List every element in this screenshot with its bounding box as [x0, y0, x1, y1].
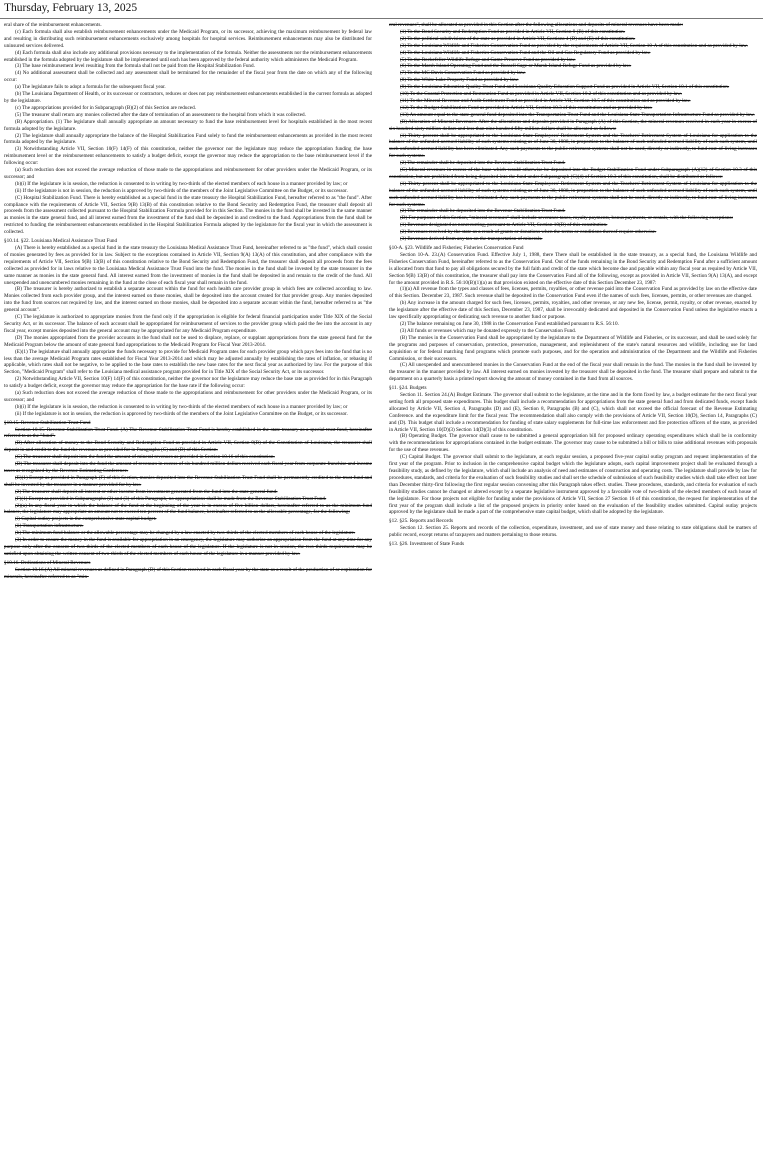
paragraph: (5) To the Rockefeller Wildlife Refuge and Game Preserve Fund as provided by law.	[400, 56, 576, 63]
paragraph: (6) To the Marsh Island Operating Fund and the Russell Sage or Marsh Island Refuge Fund as provided by law.	[400, 63, 632, 70]
paragraph: (2) The remainder shall be deposited into the Revenue Stabilization Trust Fund.	[400, 208, 566, 215]
paragraph: (E)(1) Except as provided in Paragraph (F) of this Section, monies deposited into the Revenue Stabilization Trust Fund shall be permanently credited to the trust fund and shall be invested by the treasurer in a manner provided for by law.	[4, 474, 372, 488]
paragraph: (1) Thirty percent shall be appropriated to the Louisiana State Employees' Retirement System and the Teachers' Retirement System of Louisiana for application to the balance of the unfunded accrued liability of such systems existing as of June 30, 1988, in proportion to the balance of such unfunded accrued liability of each such system, until such unfunded accrued liability has been eliminated. Any such payments to the public retirement systems shall not be used, directly or indirectly, to fund cost-of-living increases for such systems.	[389, 180, 757, 208]
paragraph: (C) Capital Budget. The governor shall submit to the legislature, at each regular session, a proposed five-year capital outlay program and request implementation of the first year of the program. Prior to inclusion in the comprehensive capital budget which the legislature adopts, each capital improvement project shall be evaluated through a feasibility study, as defined by the legislature, which shall include an analysis of need and estimates of construction and operating costs. The legislature shall provide by law for procedures, standards, and criteria for the evaluation of such feasibility studies and shall set the schedule of submission of such feasibility studies which shall take effect not later than December thirty-first following the first regular session convening after this Paragraph takes effect. studies. These procedures, standards, and criteria for evaluation of such feasibility studies cannot be changed or altered except by a separate legislative instrument approved by a favorable vote of two-thirds of the elected members of each house of the legislature. For those projects not eligible for funding under the provisions of Article VII, Section 27 Section 16 of this constitution, the request for implementation of the first year of the program shall include a list of the proposed projects in priority order based on the evaluation of the feasibility studies submitted. Capital outlay projects approved by the legislature shall be made a part of the comprehensive state capital budget, which shall be adopted by the legislature.	[389, 454, 757, 516]
paragraph: (C) The legislature is authorized to appropriate monies from the fund only if the appropriation is eligible for federal financial participation under Title XIX of the Social Security Act, or its successor. The balance of each account shall be appropriated for reimbursement of services to the provider group which paid the fee into the account in any fiscal year, except monies deposited into the general account may be appropriated for any Medicaid Program expenditure.	[4, 314, 372, 334]
paragraph: (c) Each formula shall also establish reimbursement enhancements under the Medicaid Program, or its successor, achieving the maximum reimbursement by federal law and resulting in distributing such reimbursement enhancements exclusively among hospitals for hospital services. Reimbursement enhancements may also be distributed for uninsured services delivered.	[4, 28, 372, 49]
section-heading: §10.16. Dedications of Mineral Revenues	[4, 559, 91, 566]
paragraph: (d) Each formula shall also include any additional provisions necessary to the implementation of the formula. Neither the assessments nor the reimbursement enhancements established in the formula adopted by the legislature shall be implemented until each has been approved by the federal authority which administers the Medicaid Program.	[4, 49, 372, 63]
paragraph: (1) Thirty percent shall be appropriated to the Louisiana State Employees' Retirement System and the Teachers' Retirement System of Louisiana for application to the balance of the unfunded accrued liability of such systems existing as of June 30, 1988, in proportion to the balance of such unfunded accrued liability of each such system, until such unfunded accrued liability has been eliminated. Any such payments to the public retirement systems shall not be used, directly or indirectly, to fund cost-of-living increases for such systems.	[389, 132, 757, 160]
paragraph: (b)(i) If the legislature is in session, the reduction is consented to in writing by two-thirds of the elected members of each house in a manner provided by law; or	[15, 180, 348, 187]
section-heading: §10.15. Revenue Stabilization Trust Fund	[4, 419, 91, 426]
paragraph: (b) The minimum fund balance or the allowable percentage may be changed by a law enacted by two-thirds of the elected members of each house of the legislature.	[15, 530, 356, 537]
paragraph: (D) For purposes of this Section, "mineral revenues" shall include severance taxes, royalty payments, bonus payments, or rentals, with the following exceptions:	[400, 215, 733, 222]
header-date: Thursday, February 13, 2025	[4, 2, 138, 14]
paragraph: Section 10.16.(A) All mineral revenues as defined in Paragraph (D) of this Section received in each fiscal year by the state as a result of the production of or exploration for minerals, hereinafter referred to as "min-	[4, 566, 372, 580]
paragraph: (5) The treasurer shall return any monies collected after the date of termination of an assessment to the hospital from which it was collected.	[15, 111, 306, 118]
paragraph: (B) After allocation of money to the Bond Security and Redemption Fund as provided in Article VII, Section 9(B) of the Constitution of Louisiana, the treasurer shall deposit in and credit to the fund the revenues as provided for in Paragraphs (C) and (D) of this Section.	[4, 440, 372, 454]
right-column	[389, 22, 757, 1160]
paragraph: (C) All unexpended and unencumbered monies in the Conservation Fund at the end of the fiscal year shall remain in the fund. The monies in the fund shall be invested by the treasurer in the manner provided by law. All interest earned on monies invested by the treasurer shall be deposited in the fund. The treasurer shall prepare and submit to the department on a quarterly basis a printed report showing the amount of money contained in the fund from all sources.	[389, 362, 757, 383]
paragraph: (b) The Louisiana Department of Health, or its successor or contractors, reduces or does not pay reimbursement enhancements established in the current formula as adopted by the legislature.	[4, 91, 372, 104]
paragraph: (c) The appropriations provided for in Subparagraph (B)(2) of this Section are reduced.	[15, 104, 196, 111]
paragraph: (A) There is hereby established as a special fund in the state treasury the Louisiana Medical Assistance Trust Fund, hereinafter referred to as "the fund", which shall consist of monies generated by fees as provided for in law. Subject to the exceptions contained in Article VII, Section 9(A) 13(A) of this constitution, and after compliance with the requirements of Article VII, Section 9(B) 13(B) of this constitution relative to the Bond Security and Redemption Fund, the treasurer shall deposit all proceeds from the fees collected as provided for in laws relative to the Louisiana Medical Assistance Trust Fund into the fund. The monies in the fund shall be invested by the state treasurer in the same manner as monies in the state general fund. All interest earned from the investment of monies in the fund shall be deposited in and remain to the credit of the fund. All unexpended and unencumbered monies remaining in the fund at the close of each fiscal year shall remain in the fund.	[4, 245, 372, 286]
paragraph: (2) The balance remaining on June 30, 1988 in the Conservation Fund established pursuant to R.S. 56:10.	[400, 320, 619, 327]
paragraph: Section 10.15. Revenue Stabilization Trust Fund. (A) The Revenue Stabilization Trust Fund is hereby established in the state treasury as a special trust fund, hereinafter referred to as the "fund".	[4, 426, 372, 440]
left-column	[4, 22, 372, 1160]
paragraph: (10) To the Coastal Protection and Restoration Fund as provided in Article VII, Section 10.2 of this constitution and as provided by law.	[400, 91, 682, 98]
paragraph: (3) The base reimbursement level resulting from the formula shall not be paid from the Hospital Stabilization Fund.	[15, 63, 255, 70]
paragraph: (4) To the Louisiana Wildlife and Fisheries Conservation Fund and the Oil and Gas Regulatory Fund as provided by law.	[400, 49, 651, 56]
paragraph: (ii) If the legislature is not in session, the reduction is approved by two-thirds of the members of the Joint Legislative Committee on the Budget, or its successor.	[15, 187, 348, 194]
paragraph: (C) Hospital Stabilization Fund. There is hereby established as a special fund in the state treasury the Hospital Stabilization Fund, hereafter referred to as "the fund". After compliance with the requirements of Article VII, Section 9(B) 13(B) of this constitution relative to the Bond Security and Redemption Fund, the treasurer shall deposit all proceeds from the assessment collected pursuant to the Hospital Stabilization Formula provided for in this Section. The monies in the fund shall be invested in the same manner as monies in the state general fund, and all interest earned from the investment of the fund shall be deposited in and credited to the fund. Appropriations from the fund shall be restricted to funding the reimbursement enhancements established in the Hospital Stabilization Formula adopted by the legislature for the fiscal year in which the assessment is collected.	[4, 194, 372, 236]
paragraph: (a) Such reduction does not exceed the average reduction of those made to the appropriations and reimbursement for other providers under the Medicaid Program, or its successor; and	[4, 167, 372, 180]
paragraph: (13) An amount equal to the state general fund deposited into the Transportation Trust Fund and the Louisiana State Transportation Infrastructure Fund as provided by law.	[400, 111, 755, 118]
section-heading: §13. §26. Investment of State Funds	[389, 541, 465, 548]
paragraph: (11) To the Mineral Revenue and Audit Settlement Fund as provided in Article VII, Section 10.5 of this constitution and as provided by law.	[400, 97, 691, 104]
section-heading: §11. §24. Budgets	[389, 385, 427, 392]
paragraph: (3) Notwithstanding Article VII, Section 10(F) 14(F) of this constitution, neither the governor nor the legislature may reduce the appropriation funding the base reimbursement level or the reimbursement enhancements to satisfy a budget deficit, except the governor may reduce the appropriation to the base reimbursement level if the following occur:	[4, 146, 372, 167]
paragraph: Section 12. Section 25. Reports and records of the collection, expenditure, investment, and use of state money and those relating to state obligations shall be matters of public record, except returns of taxpayers and matters pertaining to those returns.	[389, 525, 757, 539]
paragraph: (3) All funds or revenues which may be donated expressly to the Conservation Fund.	[400, 327, 577, 334]
paragraph: (ii) Transportation infrastructure.	[15, 523, 84, 530]
paragraph: (a) The legislature fails to adopt a formula for the subsequent fiscal year.	[15, 84, 166, 91]
paragraph: eral share of the reimbursement enhancements.	[4, 22, 102, 28]
paragraph: eral revenues", shall be allocated as provided in this Section after the following allocations and deposits of mineral revenues have been made:	[389, 22, 683, 28]
paragraph: (B) The treasurer is hereby authorized to establish a separate account within the fund for each health care provider group in which fees are collected according to law. Monies collected from each provider group, and the interest earned on those monies, shall be deposited into the account created for that provider group. Any monies deposited into the fund from sources not required by law, and the interest earned on those monies, shall be deposited into a separate account within the fund, hereafter referred to as "the general account".	[4, 286, 372, 314]
section-heading: §10-A. §23. Wildlife and Fisheries; Fisheries Conservation Fund	[389, 245, 524, 251]
paragraph: (2) Notwithstanding Article VII, Section 10(F) 14(F) of this constitution, neither the governor nor the legislature may reduce the base rate as provided for in this Paragraph to satisfy a budget deficit, except the governor may reduce the appropriation for the base rate if the following occur:	[4, 376, 372, 390]
paragraph: (8) To the White Lake Property Fund as provided by law.	[400, 77, 519, 84]
page-header	[0, 0, 763, 19]
paragraph: (C) The treasurer shall deposit into the fund the amount of mineral revenues as provided in Section 10.16 of this constitution.	[15, 454, 275, 461]
paragraph: (B) Allocation of Mineral Revenues. After the allocations and deposits provided in Paragraph (A) of this Section, the mineral revenues received in each year in excess of six hundred sixty million dollars and less than nine hundred fifty million dollars shall be allocated as follows:	[389, 118, 757, 132]
paragraph: (1) Revenues designated as nonrecurring, pursuant to Article VII, Section 10(B) of this constitution.	[400, 222, 608, 229]
paragraph: (2) The treasurer shall deposit all interest or other income from investment generated from the fund into the state general fund.	[15, 488, 278, 495]
paragraph: (B) Appropriation. (1) The legislature shall annually appropriate an amount necessary to fund the base reimbursement level for hospitals established in the most recent formula adopted by the legislature.	[4, 118, 372, 132]
paragraph: (12) To the Budget Stabilization Fund as provided in Article VII, Section 10.3 of this constitution and as provided by law.	[400, 104, 653, 111]
section-heading: §10.14. §22. Louisiana Medical Assistance Trust Fund	[4, 238, 118, 245]
paragraph: (2) Revenues received by the state as a result of grants or donations when the terms or conditions thereof require otherwise.	[400, 229, 657, 236]
paragraph: (D) The monies appropriated from the provider accounts in the fund shall not be used to displace, replace, or supplant appropriations from the state general fund for the Medicaid Program below the amount of state general fund appropriations to the Medicaid Program for Fiscal Year 2013-2014.	[4, 334, 372, 348]
paragraph: Section 11. Section 24.(A) Budget Estimate. The governor shall submit to the legislature, at the time and in the form fixed by law, a budget estimate for the next fiscal year setting forth all proposed state expenditures. This budget shall include a recommendation for appropriations from the state general fund and from dedicated funds, except funds allocated by Article VII, Section 4, Paragraphs (D) and (E), Section 8, Paragraphs (B) and (C), which shall not exceed the official forecast of the Revenue Estimating Conference. and the expenditure limit for the fiscal year. The recommendation shall also comply with the provisions of Article VII, Section 10(D), Section 14, Paragraphs (C) and (D). This budget shall include a recommendation for funding of state salary supplements for full-time law enforcement and fire protection officers of the state, as provided in Article VII, Section 10(D)(3) Section 14(D)(3) of this constitution.	[389, 392, 757, 433]
paragraph: (1)(a) All revenue from the types and classes of fees, licenses, permits, royalties, or other revenue paid into the Conservation Fund as provided by law on the effective date of this Section. December 23, 1987. Such revenue shall be deposited in the Conservation Fund even if the names of such fees, licenses, permits, or other revenues are changed.	[389, 286, 757, 300]
paragraph: (B) Operating Budget. The governor shall cause to be submitted a general appropriation bill for proposed ordinary operating expenditures which shall be in conformity with the recommendations for appropriations contained in the budget estimate. The governor may cause to be submitted a bill or bills to raise additional revenues with proposals for the use of these revenues.	[389, 433, 757, 454]
paragraph: (7) To the MC Davis Conservation Fund as provided by law.	[400, 70, 526, 77]
paragraph: Section 10-A. 23.(A) Conservation Fund. Effective July 1, 1988, there There shall be established in the state treasury, as a special fund, the Louisiana Wildlife and Fisheries Conservation Fund, hereinafter referred to as the Conservation Fund. Out of the funds remaining in the Bond Security and Redemption Fund after a sufficient amount is allocated from that fund to pay all obligations secured by the full faith and credit of the state which become due and payable within any fiscal year as required by Article VII, Section 9(B) 13(B) of this constitution, the treasurer shall pay into the Conservation Fund all of the following, except as provided in Article VII, Section 9(A) 13(A), and except for the amount provided in R.S. 56:10(B)(1)(a) as that provision existed on the effective date of this Section December 23, 1987:	[389, 251, 757, 286]
paragraph: (C) Mineral revenues in excess of the base which would otherwise be deposited into the Budget Stabilization Fund under Subparagraph (A)(12) of Section 10.3 of this constitution, but are prohibited from being deposited into the fund under Subparagraph (C)(4) of Section 10.3 of this constitution, shall be distributed as follows:	[389, 167, 757, 180]
paragraph: (3) To the Louisiana Wildlife and Fisheries Conservation Fund as provided by the requirements of Article VII, Section 10-A of this constitution and as provided by law.	[400, 42, 748, 49]
paragraph: (E)(1) The legislature shall annually appropriate the funds necessary to provide for Medicaid Program rates for each provider group which pays fees into the fund that is no less than the average Medicaid Program rates established for Fiscal Year 2013-2014 and which may be adjusted annually by establishing the rates of inflation, or rebasing if applicable, which rates shall not be negative, to be applied to the base rates to establish the new base rates for the next fiscal year as authorized by law. For the purpose of this Section, "Medicaid Program" shall refer to the Louisiana medical assistance program provided for in Title XIX of the Social Security Act, or its successor.	[4, 348, 372, 376]
paragraph: (4) No additional assessment shall be collected and any assessment shall be terminated for the remainder of the fiscal year from the date on which any of the following occur:	[4, 70, 372, 84]
paragraph: (3) In order to ensure the money in the fund is available for appropriation in an emergency, the legislature may authorize an appropriation from the fund at any time for any purpose only after the consent of two-thirds of the elected members of each house of the legislature. If the legislature is not in session, the two-thirds requirement may be satisfied upon obtaining the written consent of two-thirds of the elected members of each house of the legislature in a manner provided by law.	[4, 537, 372, 557]
paragraph: (D) The treasurer shall deposit into the fund the amount of revenues in excess of six hundred million dollars received each fiscal year from corporate franchise and income taxes as recognized by the Revenue Estimating Conference.	[4, 461, 372, 474]
paragraph: (ii) If the legislature is not in session, the reduction is approved by two-thirds of the members of the Joint Legislative Committee on the Budget, or its successor.	[15, 410, 348, 417]
paragraph: (2) To the political subdivisions of the state as provided in Article VII, Sections 4 (D) and (E) of this constitution.	[400, 35, 636, 42]
paragraph: (1) To the Bond Security and Redemption Fund as provided in Article VII, Section 9 (B) of this constitution.	[400, 28, 626, 35]
paragraph: (2) The legislature shall annually appropriate the balance of the Hospital Stabilization Fund solely to fund the reimbursement enhancements as provided in the most recent formula adopted by the legislature.	[4, 132, 372, 146]
paragraph: (b)(i) If the legislature is in session, the reduction is consented to in writing by two-thirds of the elected members of each house in a manner provided by law; or	[15, 403, 348, 410]
paragraph: (9) To the Louisiana Education Quality Trust Fund and Louisiana Quality Education Support Fund as provided in Article VII, Section 10.1 of this constitution.	[400, 84, 730, 91]
paragraph: (2)(a) In any fiscal year in which the balance of the fund at the beginning of the year is in excess of five billion dollars, hereinafter referred to as the minimum fund balance, the legislature may appropriate an amount not to exceed ten percent of the fund balance, hereinafter referred to as the allowable percentage, for the following:	[4, 502, 372, 516]
paragraph: (3) Revenues derived from any tax on the transportation of minerals.	[400, 236, 543, 243]
paragraph: (F)(1) Except as provided in Subparagraphs (2) and (3) of this Paragraph, no appropriations shall be made from the Revenue Stabilization Trust Fund.	[15, 495, 327, 502]
paragraph: (2) The remainder shall be deposited into the Revenue Stabilization Trust Fund.	[400, 160, 566, 167]
section-heading: §12. §25. Reports and Records	[389, 518, 453, 525]
paragraph: (i) Capital outlay projects in the comprehensive state capital budget.	[15, 516, 157, 523]
paragraph: (B) The monies in the Conservation Fund shall be appropriated by the legislature to the Department of Wildlife and Fisheries, or its successor, and shall be used solely for the programs and purposes of conservation, protection, preservation, management, and replenishment of the state's natural resources and wildlife, including use for land acquisition or for federal matching fund programs which promote such purposes, and for the operation and administration of the Department and the Wildlife and Fisheries Commission, or their successors.	[389, 334, 757, 362]
paragraph: (b) Any increase in the amount charged for such fees, licenses, permits, royalties, and other revenue, or any new fee, license, permit, royalty, or other revenue, enacted by the legislature after the effective date of this Section, December 23, 1987, shall be irrevocably dedicated and deposited in the Conservation Fund unless the legislative enacts a law specifically appropriating or dedicating such revenue to another fund or purpose.	[389, 300, 757, 321]
paragraph: (a) Such reduction does not exceed the average reduction of those made to the appropriations and reimbursement for other providers under the Medicaid Program, or its successor; and	[4, 390, 372, 403]
